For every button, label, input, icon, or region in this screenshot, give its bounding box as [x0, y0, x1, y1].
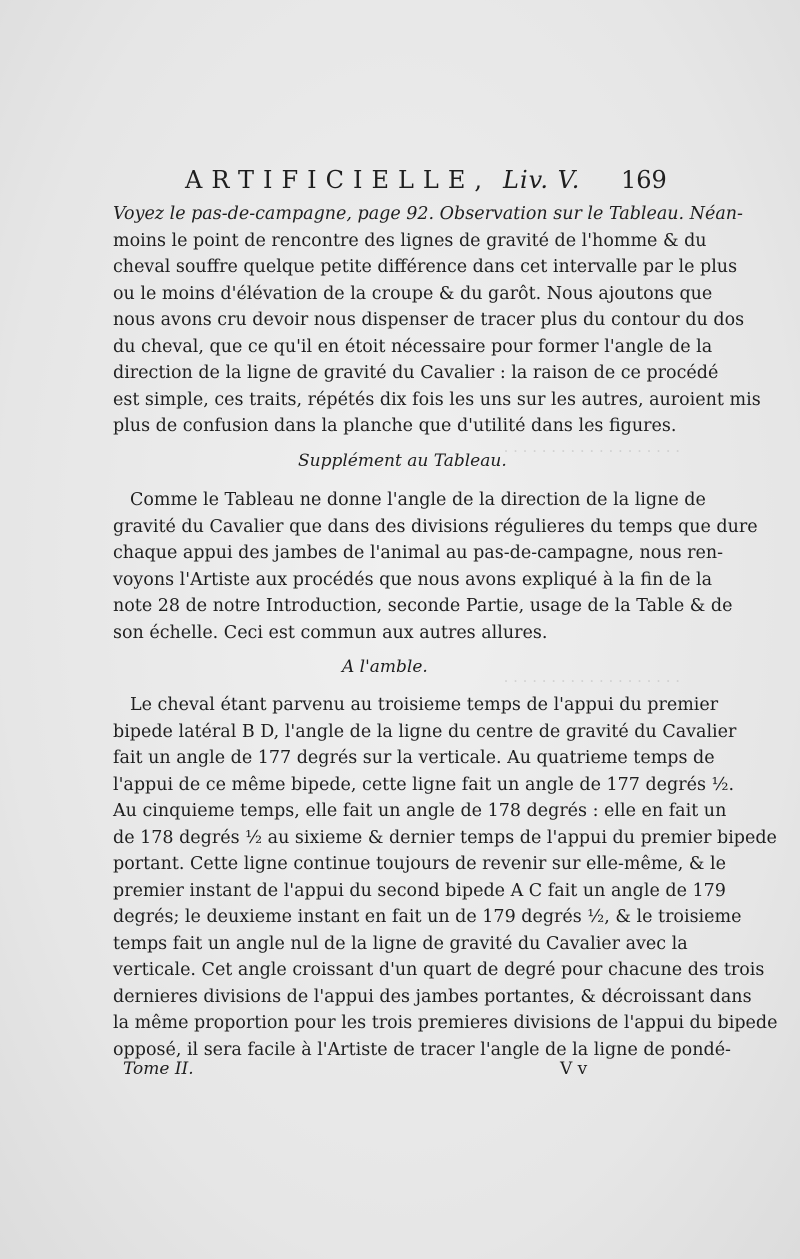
text-line: voyons l'Artiste aux procédés que nous avons expliqué à la fin de la [113, 569, 713, 590]
paragraph-3 [113, 692, 778, 1063]
header-book: Liv. V. [503, 166, 581, 194]
text-line: gravité du Cavalier que dans des divisions régulieres du temps que dure [113, 516, 758, 537]
text-line: premier instant de l'appui du second bipede A C fait un angle de 179 [113, 880, 726, 901]
text-line: Comme le Tableau ne donne l'angle de la direction de la ligne de [130, 490, 706, 510]
section-title-supplement: Supplément au Tableau. [298, 451, 507, 471]
text-line: nous avons cru devoir nous dispenser de tracer plus du contour du dos [113, 310, 745, 330]
text-line: l'appui de ce même bipede, cette ligne fait un angle de 177 degrés ½. [113, 774, 735, 795]
text-line: chaque appui des jambes de l'animal au pas-de-campagne, nous ren- [113, 543, 724, 563]
text-line: son échelle. Ceci est commun aux autres allures. [113, 622, 548, 643]
text-line: dernieres divisions de l'appui des jambes portantes, & décroissant dans [113, 986, 752, 1007]
page-number: 169 [621, 166, 667, 194]
text-line: bipede latéral B D, l'angle de la ligne du centre de gravité du Cavalier [113, 721, 737, 742]
text-line: degrés; le deuxieme instant en fait un de 179 degrés ½, & le troisieme [113, 907, 742, 927]
text-line: la même proportion pour les trois premieres divisions de l'appui du bipede [113, 1013, 778, 1033]
text-line: fait un angle de 177 degrés sur la verticale. Au quatrieme temps de [113, 748, 715, 768]
footer-volume: Tome II. [123, 1059, 194, 1079]
bleed-through-text-lower: · · · · · · · · · · · · · · · · · · · [503, 672, 680, 690]
text-line: portant. Cette ligne continue toujours de revenir sur elle-même, & le [113, 854, 726, 874]
text-line: moins le point de rencontre des lignes de gravité de l'homme & du [113, 230, 707, 251]
text-line: verticale. Cet angle croissant d'un quart de degré pour chacune des trois [113, 960, 765, 980]
text-line: direction de la ligne de gravité du Cavalier : la raison de ce procédé [113, 363, 719, 383]
paragraph-2 [113, 487, 758, 646]
text-line: cheval souffre quelque petite différence dans cet intervalle par le plus [113, 257, 738, 277]
text-line: opposé, il sera facile à l'Artiste de tracer l'angle de la ligne de pondé- [113, 1039, 731, 1060]
text-line: Voyez le pas-de-campagne, page 92. Observation sur le Tableau. Néan- [113, 204, 743, 224]
footer-signature: V v [560, 1059, 588, 1079]
text-line: de 178 degrés ½ au sixieme & dernier temps de l'appui du premier bipede [113, 827, 777, 848]
header-title: ARTIFICIELLE, [185, 166, 491, 194]
text-line: est simple, ces traits, répétés dix fois les uns sur les autres, auroient mis [113, 389, 761, 410]
text-line: Au cinquieme temps, elle fait un angle de 178 degrés : elle en fait un [113, 801, 727, 821]
section-title-amble: A l'amble. [342, 657, 428, 677]
text-line: du cheval, que ce qu'il en étoit nécessaire pour former l'angle de la [113, 336, 713, 357]
text-line: Le cheval étant parvenu au troisieme temps de l'appui du premier [130, 695, 719, 715]
paragraph-1 [113, 201, 761, 440]
text-line: ou le moins d'élévation de la croupe & du garôt. Nous ajoutons que [113, 283, 713, 304]
text-line: note 28 de notre Introduction, seconde Partie, usage de la Table & de [113, 596, 733, 616]
running-header [185, 166, 667, 200]
text-line: plus de confusion dans la planche que d'utilité dans les figures. [113, 416, 677, 436]
bleed-through-text: · · · · · · · · · · · · · · · · · · · [503, 442, 680, 460]
text-line: temps fait un angle nul de la ligne de gravité du Cavalier avec la [113, 933, 688, 954]
